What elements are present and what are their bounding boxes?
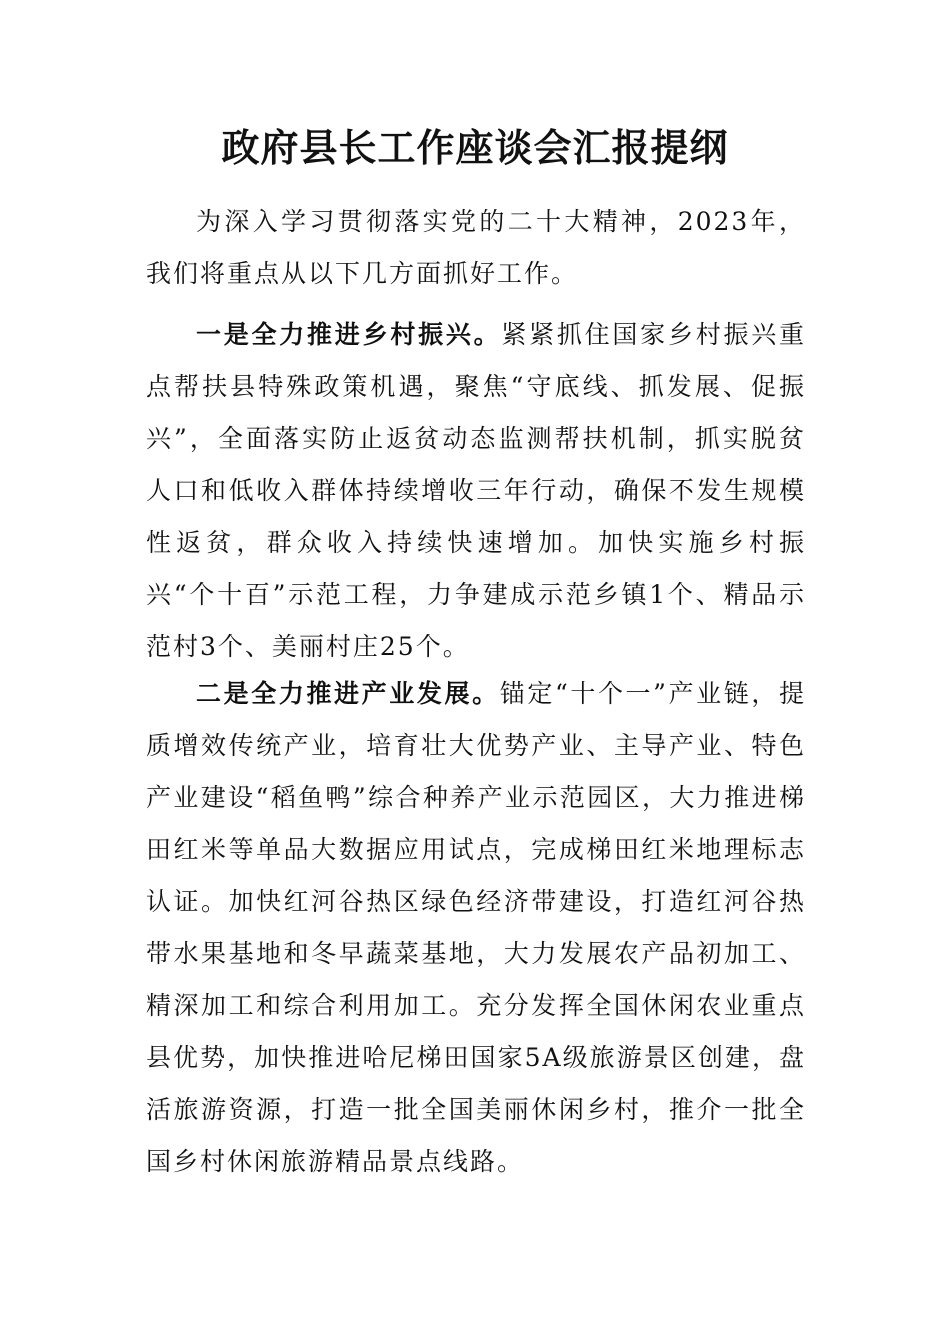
section-paragraph-1 <box>146 309 806 673</box>
intro-paragraph: 为深入学习贯彻落实党的二十大精神，2023年，我们将重点从以下几方面抓好工作。 <box>146 207 806 288</box>
section-lead-1: 一是全力推进乡村振兴。 <box>196 320 502 349</box>
section-body-2: 锚定“十个一”产业链，提质增效传统产业，培育壮大优势产业、主导产业、特色产业建设“稻鱼鸭”综合种养产业示范园区，大力推进梯田红米等单品大数据应用试点，完成梯田红米地理标志认证。加快红河谷热区绿色经济带建设，打造红河谷热带水果基地和冬早蔬菜基地，大力发展农产品初加工、精深加工和综合利用加工。充分发挥全国休闲农业重点县优势，加快推进哈尼梯田国家5A级旅游景区创建，盘活旅游资源，打造一批全国美丽休闲乡村，推介一批全国乡村休闲旅游精品景点线路。 <box>146 679 806 1176</box>
section-paragraph-2 <box>146 668 806 1188</box>
document-title: 政府县长工作座谈会汇报提纲 <box>221 125 729 170</box>
section-body-1: 紧紧抓住国家乡村振兴重点帮扶县特殊政策机遇，聚焦“守底线、抓发展、促振兴”，全面落实防止返贫动态监测帮扶机制，抓实脱贫人口和低收入群体持续增收三年行动，确保不发生规模性返贫，群众收入持续快速增加。加快实施乡村振兴“个十百”示范工程，力争建成示范乡镇1个、精品示范村3个、美丽村庄25个。 <box>146 320 806 661</box>
section-lead-2: 二是全力推进产业发展。 <box>196 679 500 708</box>
